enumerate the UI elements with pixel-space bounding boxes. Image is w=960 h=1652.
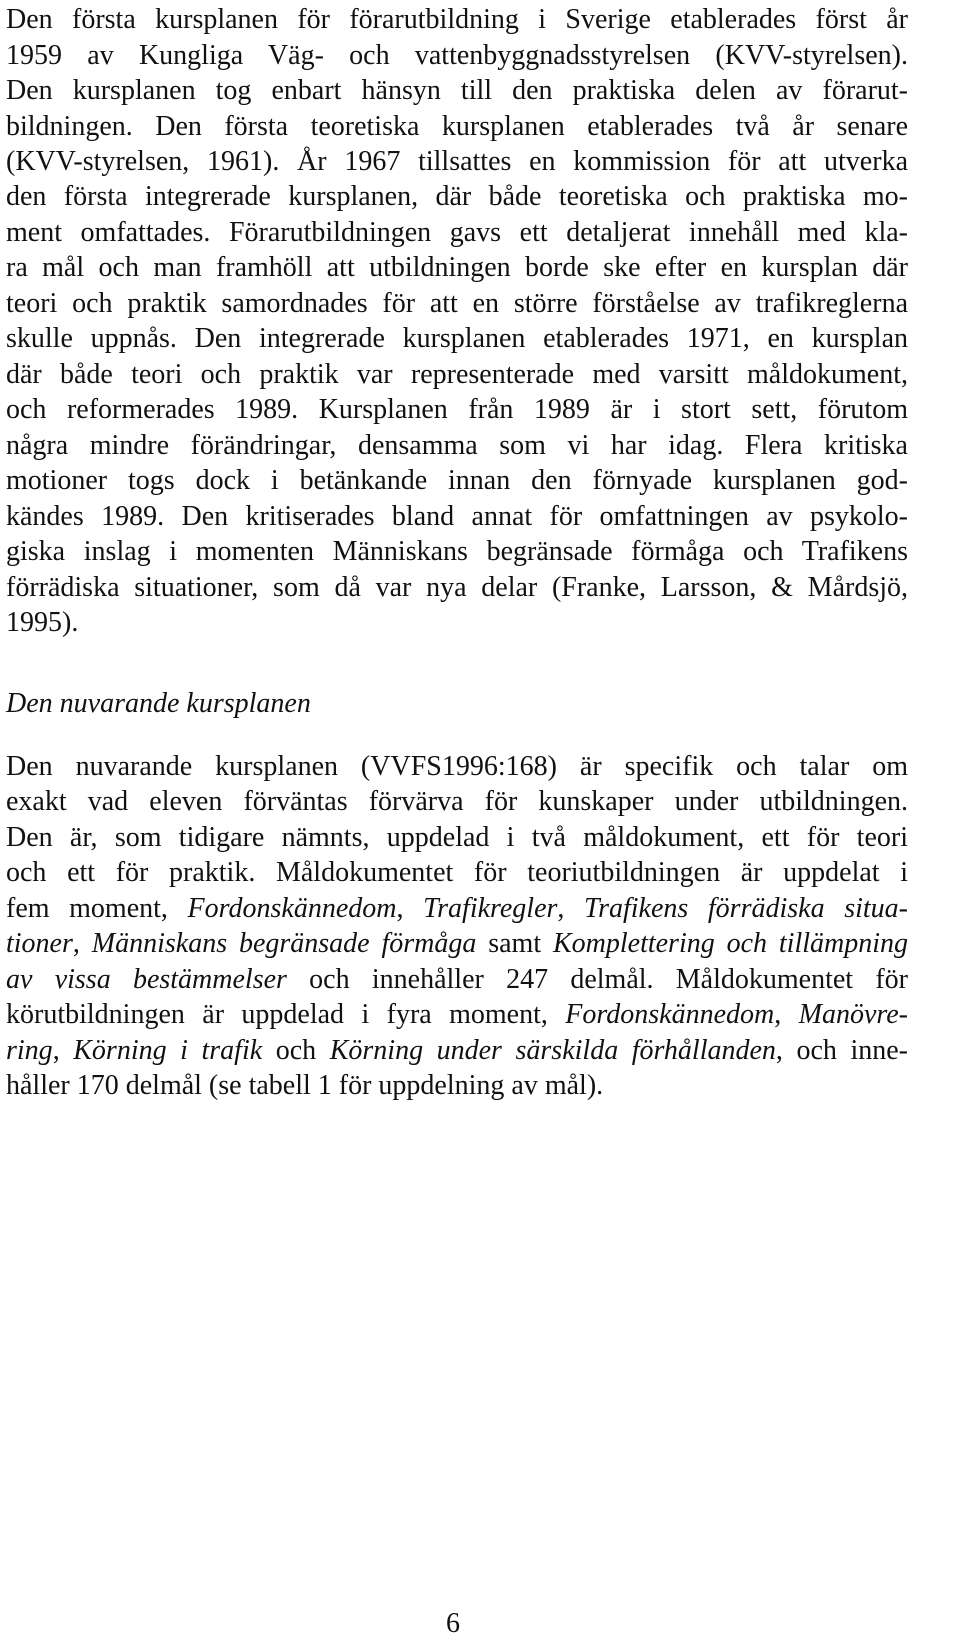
- text-line: Den är, som tidigare nämnts, uppdelad i två måldokument, ett för teori: [6, 822, 908, 853]
- text-line: giska inslag i momenten Människans begränsade förmåga och Trafikens: [6, 536, 908, 567]
- text-line: teori och praktik samordnades för att en större förståelse av trafikreglerna: [6, 288, 908, 319]
- text-line: skulle uppnås. Den integrerade kursplanen etablerades 1971, en kursplan: [6, 323, 908, 354]
- page-number: 6: [446, 1608, 460, 1639]
- text-run: och innehåller 247 delmål. Måldokumentet för: [286, 964, 908, 995]
- text-run: ,: [52, 1035, 74, 1066]
- text-line: Den nuvarande kursplanen (VVFS1996:168) är specifik och talar om: [6, 751, 908, 782]
- text-line: förrädiska situationer, som då var nya delar (Franke, Larsson, & Mårdsjö,: [6, 572, 908, 603]
- italic-term: ring: [6, 1035, 53, 1066]
- italic-term: Körning under särskilda förhållanden: [329, 1035, 776, 1066]
- text-run: och: [262, 1035, 330, 1066]
- text-line: Den kursplanen tog enbart hänsyn till den praktiska delen av förarut-: [6, 75, 908, 106]
- text-line: motioner togs dock i betänkande innan den förnyade kursplanen god-: [6, 465, 908, 496]
- text-line: ment omfattades. Förarutbildningen gavs ett detaljerat innehåll med kla-: [6, 217, 908, 248]
- text-line: den första integrerade kursplanen, där både teoretiska och praktiska mo-: [6, 181, 908, 212]
- text-line: och ett för praktik. Måldokumentet för teoriutbildningen är uppdelat i: [6, 857, 908, 888]
- text-run: ,: [557, 893, 585, 924]
- italic-term: Fordonskännedom: [187, 893, 397, 924]
- text-line: Den första kursplanen för förarutbildning i Sverige etablerades först år: [6, 4, 908, 35]
- text-line: där både teori och praktik var representerade med varsitt måldokument,: [6, 359, 908, 390]
- text-run: , och inne-: [775, 1035, 908, 1066]
- text-line: ra mål och man framhöll att utbildningen borde ske efter en kursplan där: [6, 252, 908, 283]
- text-line: och reformerades 1989. Kursplanen från 1989 är i stort sett, förutom: [6, 394, 908, 425]
- section-heading: Den nuvarande kursplanen: [6, 688, 311, 719]
- italic-term: Trafikregler: [423, 893, 558, 924]
- text-run: ,: [72, 928, 92, 959]
- italic-term: Manövre-: [798, 999, 908, 1030]
- text-run: ,: [774, 999, 799, 1030]
- text-line: [6, 1035, 908, 1069]
- text-line: 1995).: [6, 607, 79, 638]
- text-line: bildningen. Den första teoretiska kursplanen etablerades två år senare: [6, 111, 908, 142]
- text-run: ,: [396, 893, 424, 924]
- italic-term: Fordonskännedom: [565, 999, 775, 1030]
- text-line: [6, 928, 908, 962]
- italic-term: Körning i trafik: [73, 1035, 263, 1066]
- text-line: håller 170 delmål (se tabell 1 för uppdelning av mål).: [6, 1070, 604, 1101]
- italic-term: Trafikens förrädiska situa-: [584, 893, 908, 924]
- text-line: [6, 999, 908, 1033]
- italic-term: tioner: [6, 928, 73, 959]
- text-run: körutbildningen är uppdelad i fyra moment,: [6, 999, 566, 1030]
- text-line: kändes 1989. Den kritiserades bland annat för omfattningen av psykolo-: [6, 501, 908, 532]
- italic-term: Människans begränsade förmåga: [91, 928, 477, 959]
- text-run: fem moment,: [6, 893, 188, 924]
- text-line: exakt vad eleven förväntas förvärva för kunskaper under utbildningen.: [6, 786, 908, 817]
- text-line: [6, 893, 908, 927]
- text-line: 1959 av Kungliga Väg- och vattenbyggnadsstyrelsen (KVV-styrelsen).: [6, 40, 908, 71]
- italic-term: Komplettering och tillämpning: [552, 928, 909, 959]
- italic-term: av vissa bestämmelser: [6, 964, 287, 995]
- text-line: några mindre förändringar, densamma som vi har idag. Flera kritiska: [6, 430, 908, 461]
- text-line: [6, 964, 908, 998]
- text-line: (KVV-styrelsen, 1961). År 1967 tillsattes en kommission för att utverka: [6, 146, 908, 177]
- text-run: samt: [476, 928, 553, 959]
